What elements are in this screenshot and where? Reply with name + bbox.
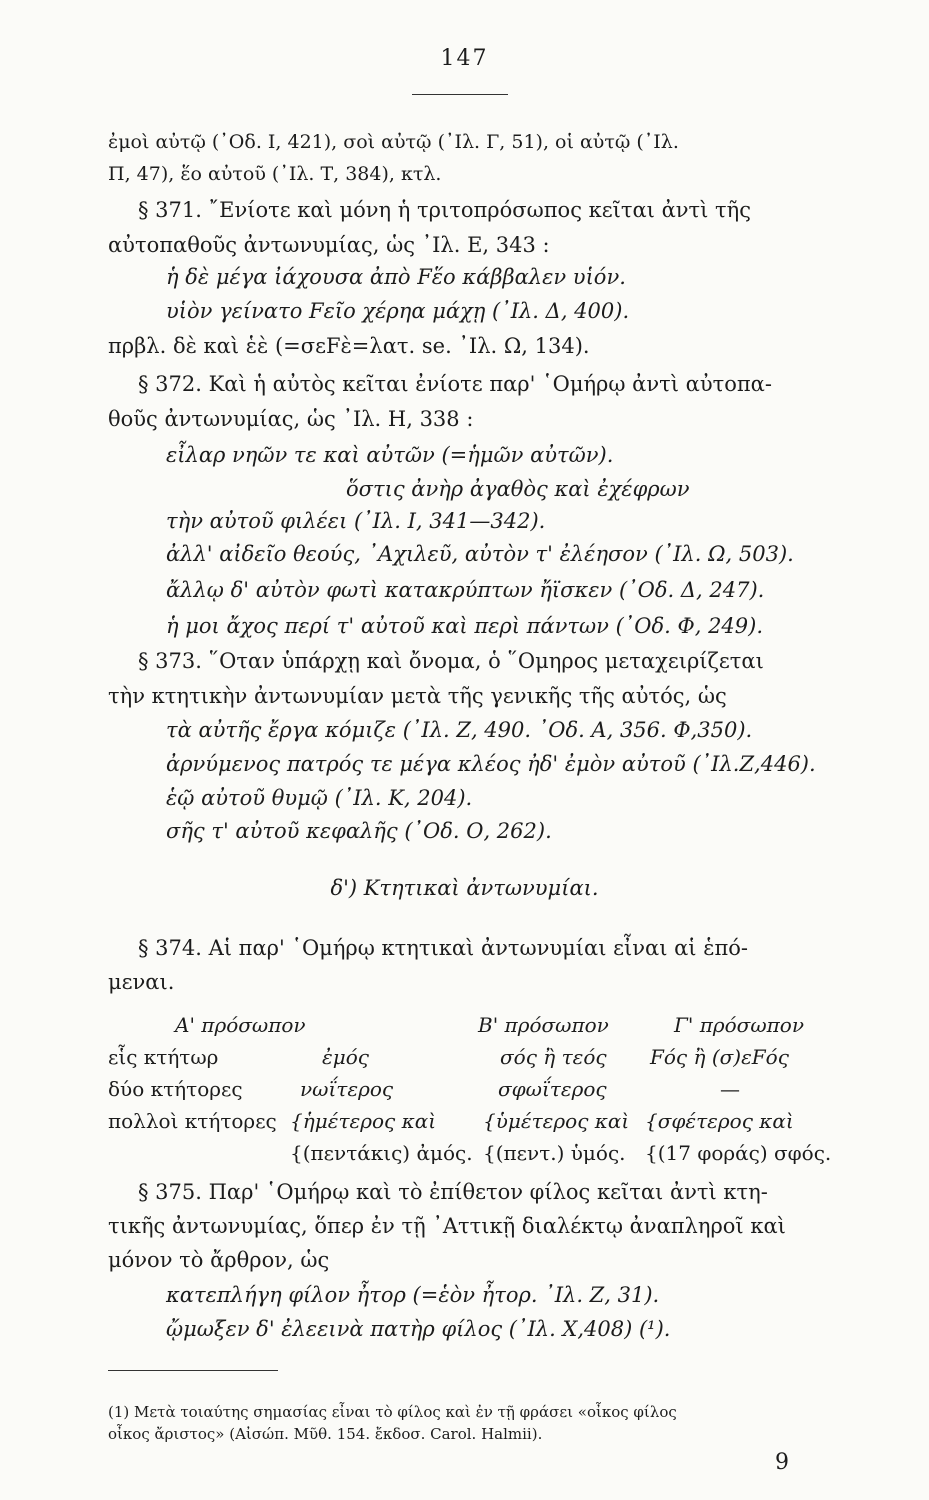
text-line: θοῦς ἀντωνυμίας, ὡς ᾿Ιλ. Η, 338 : (108, 407, 474, 431)
paragraph-374: § 374. Αἱ παρ' ῾Ομήρῳ κτητικαὶ ἀντωνυμίαι εἶναι αἱ ἑπό- (138, 936, 749, 960)
paragraph-373: § 373. ῞Οταν ὑπάρχῃ καὶ ὄνομα, ὁ ῞Ομηρος μεταχειρίζεται (138, 649, 764, 673)
quote-line: ἡ μοι ἄχος περί τ' αὐτοῦ καὶ περὶ πάντων (᾿Οδ. Φ, 249). (166, 614, 764, 638)
table-cell: σός ἢ τεός (500, 1045, 607, 1069)
table-cell: Fός ἢ (σ)εFός (650, 1045, 789, 1069)
text-line: ἐμοὶ αὐτῷ (᾿Οδ. Ι, 421), σοὶ αὐτῷ (᾿Ιλ. Γ, 51), οἱ αὐτῷ (᾿Ιλ. (108, 131, 679, 153)
section-heading: δ') Κτητικαὶ ἀντωνυμίαι. (330, 876, 599, 900)
quote-line: σῆς τ' αὐτοῦ κεφαλῆς (᾿Οδ. Ο, 262). (166, 819, 552, 843)
table-header: Γ' πρόσωπον (674, 1013, 804, 1037)
footnote-rule (108, 1370, 278, 1371)
table-cell: {ἡμέτερος καὶ (290, 1109, 437, 1133)
text-line: Π, 47), ἕο αὐτοῦ (᾿Ιλ. Τ, 384), κτλ. (108, 163, 442, 185)
quote-line: ἑῷ αὐτοῦ θυμῷ (᾿Ιλ. Κ, 204). (166, 786, 473, 810)
paragraph-371: § 371. ῎Ενίοτε καὶ μόνη ἡ τριτοπρόσωπος κεῖται ἀντὶ τῆς (138, 198, 752, 222)
text-line: πρβλ. δὲ καὶ ἑὲ (=σεFὲ=λατ. se. ᾿Ιλ. Ω, 134). (108, 334, 590, 358)
top-rule (412, 94, 508, 95)
quote-line: εἶλαρ νηῶν τε καὶ αὐτῶν (=ἡμῶν αὐτῶν). (166, 443, 614, 467)
table-cell: πολλοὶ κτήτορες (108, 1109, 277, 1133)
quote-line: ᾤμωξεν δ' ἐλεεινὰ πατὴρ φίλος (᾿Ιλ. Χ,408) (¹). (166, 1317, 671, 1341)
table-header: Α' πρόσωπον (175, 1013, 306, 1037)
text-line: μόνον τὸ ἄρθρον, ὡς (108, 1248, 330, 1272)
text-line: αὐτοπαθοῦς ἀντωνυμίας, ὡς ᾿Ιλ. Ε, 343 : (108, 233, 550, 257)
text-line: τὴν κτητικὴν ἀντωνυμίαν μετὰ τῆς γενικῆς τῆς αὐτός, ὡς (108, 684, 727, 708)
quote-line: υἱὸν γείνατο Fεῖο χέρηα μάχῃ (᾿Ιλ. Δ, 400). (166, 299, 630, 323)
quote-line: ἄλλῳ δ' αὐτὸν φωτὶ κατακρύπτων ἤϊσκεν (᾿Οδ. Δ, 247). (166, 578, 765, 602)
footnote-line: οἶκος ἄριστος» (Αἰσώπ. Μῦθ. 154. ἔκδοσ. Carol. Halmii). (108, 1425, 543, 1443)
quote-line: τὴν αὐτοῦ φιλέει (᾿Ιλ. Ι, 341—342). (166, 509, 546, 533)
table-cell: {σφέτερος καὶ (645, 1109, 794, 1133)
footnote-line: (1) Μετὰ τοιαύτης σημασίας εἶναι τὸ φίλος καὶ ἐν τῇ φράσει «οἶκος φίλος (108, 1403, 677, 1421)
table-cell: {(πεντ.) ὑμός. (483, 1141, 626, 1165)
paragraph-372: § 372. Καὶ ἡ αὐτὸς κεῖται ἐνίοτε παρ' ῾Ομήρῳ ἀντὶ αὐτοπα- (138, 372, 772, 396)
table-header: Β' πρόσωπον (478, 1013, 609, 1037)
quote-line: τὰ αὐτῆς ἔργα κόμιζε (᾿Ιλ. Ζ, 490. ᾿Οδ. Α, 356. Φ,350). (166, 718, 753, 742)
quote-line: ἀλλ' αἰδεῖο θεούς, ᾿Αχιλεῦ, αὐτὸν τ' ἐλέησον (᾿Ιλ. Ω, 503). (166, 542, 794, 566)
page-number: 147 (440, 46, 489, 71)
table-cell: {(πεντάκις) ἀμός. (290, 1141, 473, 1165)
table-cell: ἐμός (322, 1045, 369, 1069)
text-line: τικῆς ἀντωνυμίας, ὅπερ ἐν τῇ ᾿Αττικῇ διαλέκτῳ ἀναπληροῖ καὶ (108, 1214, 786, 1238)
table-cell: εἷς κτήτωρ (108, 1045, 219, 1069)
table-cell: {ὑμέτερος καὶ (483, 1109, 630, 1133)
text-line: μεναι. (108, 970, 175, 994)
table-cell: σφωΐτερος (498, 1077, 607, 1101)
quote-line: ἀρνύμενος πατρός τε μέγα κλέος ἠδ' ἐμὸν αὐτοῦ (᾿Ιλ.Ζ,446). (166, 752, 816, 776)
signature-mark: 9 (775, 1450, 789, 1475)
paragraph-375: § 375. Παρ' ῾Ομήρῳ καὶ τὸ ἐπίθετον φίλος κεῖται ἀντὶ κτη- (138, 1180, 768, 1204)
table-cell: {(17 φοράς) σφός. (645, 1141, 832, 1165)
quote-line: ἡ δὲ μέγα ἰάχουσα ἀπὸ Fἕο κάββαλεν υἱόν. (166, 265, 626, 289)
table-cell: δύο κτήτορες (108, 1077, 243, 1101)
table-cell: — (720, 1077, 740, 1101)
quote-line: κατεπλήγη φίλον ἦτορ (=ἑὸν ἦτορ. ᾿Ιλ. Ζ, 31). (166, 1283, 660, 1307)
table-cell: νωΐτερος (300, 1077, 394, 1101)
quote-line: ὅστις ἀνὴρ ἀγαθὸς καὶ ἐχέφρων (346, 477, 690, 501)
